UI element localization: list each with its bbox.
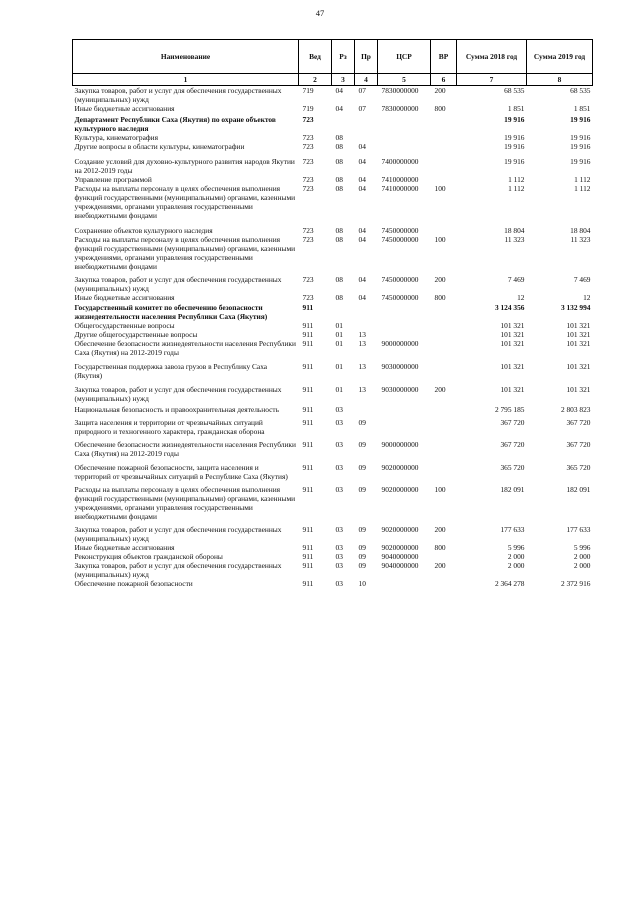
row-rz: 08: [335, 142, 343, 151]
row-sum-2018: 7 469: [507, 275, 525, 284]
header-rz: Рз: [332, 40, 355, 74]
row-vr: 200: [434, 525, 446, 534]
row-sum-2019: 2 372 916: [560, 579, 591, 588]
header-pr: Пр: [355, 40, 378, 74]
header-number: 3: [332, 74, 355, 86]
row-name: Другие общегосударственные вопросы: [74, 330, 198, 339]
row-rz: 08: [335, 235, 343, 244]
row-pr: 07: [355, 86, 378, 105]
table-row: [73, 561, 593, 579]
row-name: Расходы на выплаты персоналу в целях обеспечения выполнения функций государственными (муниципальными) органами, казенными учреждениями, органами управления государственными внебюджетными фондами: [74, 235, 296, 271]
row-sum-2019: 11 323: [570, 235, 591, 244]
row-vr: [431, 133, 457, 142]
row-ved: 911: [302, 543, 314, 552]
row-name: Обеспечение безопасности жизнедеятельности населения Республики Саха (Якутия) на 2012-2019 годы: [74, 440, 296, 458]
row-pr: 04: [358, 293, 366, 302]
table-row: [73, 339, 593, 362]
row-csr: 7410000000: [381, 175, 419, 184]
table-row: [73, 321, 593, 330]
row-ved: 723: [302, 293, 314, 302]
budget-table: [72, 39, 593, 588]
row-ved: 911: [302, 418, 314, 427]
row-pr: 09: [358, 418, 366, 427]
row-sum-2018: 101 321: [500, 385, 525, 394]
row-ved: 911: [302, 561, 314, 570]
row-csr: 7450000000: [381, 226, 419, 235]
row-csr: 9000000000: [381, 339, 419, 348]
row-sum-2018: 101 321: [500, 321, 525, 330]
row-name: Иные бюджетные ассигнования: [74, 543, 175, 552]
row-name: Иные бюджетные ассигнования: [74, 293, 175, 302]
header-row: [73, 40, 593, 74]
row-rz: 03: [335, 525, 343, 534]
row-name: Общегосударственные вопросы: [74, 321, 175, 330]
row-rz: 08: [335, 275, 343, 284]
row-ved: 723: [302, 175, 314, 184]
row-sum-2018: 365 720: [500, 463, 525, 472]
row-ved: 723: [302, 115, 314, 124]
header-number: 8: [527, 74, 593, 86]
row-name: Расходы на выплаты персоналу в целях обеспечения выполнения функций государственными (муниципальными) органами, казенными учреждениями, органами управления государственными внебюджетными фондами: [74, 485, 296, 521]
row-csr: [378, 405, 431, 418]
row-ved: 911: [302, 303, 314, 312]
row-vr: [431, 552, 457, 561]
row-sum-2019: 2 803 823: [560, 405, 591, 414]
row-name: Департамент Республики Саха (Якутия) по охране объектов культурного наследия: [74, 115, 276, 133]
row-rz: 04: [335, 104, 343, 113]
row-sum-2018: 2 364 278: [494, 579, 525, 588]
header-name: Наименование: [73, 40, 299, 74]
table-row: [73, 184, 593, 226]
row-pr: 04: [358, 235, 366, 244]
row-sum-2018: 367 720: [500, 418, 525, 427]
row-sum-2018: 1 112: [508, 184, 525, 193]
row-vr: [431, 175, 457, 184]
row-name: Защита населения и территории от чрезвычайных ситуаций природного и техногенного характера, гражданская оборона: [74, 418, 265, 436]
table-row: [73, 543, 593, 552]
header-number: 5: [378, 74, 431, 86]
row-sum-2018: 11 323: [504, 235, 525, 244]
row-pr: 09: [358, 552, 366, 561]
row-pr: [355, 303, 378, 321]
row-sum-2018: 182 091: [500, 485, 525, 494]
row-sum-2019: 101 321: [566, 339, 591, 348]
row-vr: [431, 226, 457, 235]
row-ved: 719: [299, 86, 332, 105]
row-name: Обеспечение безопасности жизнедеятельности населения Республики Саха (Якутия) на 2012-2019 годы: [74, 339, 296, 357]
row-csr: 9020000000: [381, 525, 419, 534]
row-sum-2019: 101 321: [566, 385, 591, 394]
row-vr: [431, 321, 457, 330]
row-sum-2018: 19 916: [504, 157, 525, 166]
row-sum-2018: 12: [517, 293, 525, 302]
table-row: [73, 157, 593, 175]
row-csr: [378, 115, 431, 133]
table-row: [73, 115, 593, 133]
row-vr: [431, 303, 457, 321]
row-rz: 08: [335, 175, 343, 184]
row-vr: 200: [434, 561, 446, 570]
header-number: 2: [299, 74, 332, 86]
table-row: [73, 86, 593, 105]
row-sum-2019: 1 112: [574, 175, 591, 184]
row-pr: 04: [358, 142, 366, 151]
row-sum-2018: 2 000: [507, 561, 525, 570]
row-vr: 200: [434, 385, 446, 394]
header-number: 7: [457, 74, 527, 86]
row-rz: 08: [335, 184, 343, 193]
header-vr: ВР: [431, 40, 457, 74]
row-rz: 04: [332, 86, 355, 105]
row-sum-2019: 12: [583, 293, 591, 302]
row-pr: 04: [358, 157, 366, 166]
row-rz: 03: [335, 552, 343, 561]
row-pr: [355, 115, 378, 133]
row-pr: 09: [358, 440, 366, 449]
row-sum-2019: 367 720: [566, 418, 591, 427]
header-number: 1: [73, 74, 299, 86]
row-vr: 100: [434, 235, 446, 244]
row-pr: 13: [358, 330, 366, 339]
row-ved: 723: [302, 235, 314, 244]
row-sum-2018: 5 996: [507, 543, 525, 552]
row-ved: 911: [302, 362, 314, 371]
table-row: [73, 330, 593, 339]
row-name: Сохранение объектов культурного наследия: [74, 226, 213, 235]
row-sum-2018: 367 720: [500, 440, 525, 449]
table-row: [73, 552, 593, 561]
row-ved: 911: [302, 579, 314, 588]
row-vr: [431, 418, 457, 440]
header-sum-2018: Сумма 2018 год: [457, 40, 527, 74]
row-ved: 911: [302, 339, 314, 348]
row-vr: [431, 330, 457, 339]
row-csr: 9000000000: [381, 440, 419, 449]
row-csr: 9030000000: [381, 385, 419, 394]
row-pr: 13: [358, 339, 366, 348]
table-row: [73, 293, 593, 303]
row-ved: 723: [302, 275, 314, 284]
row-csr: 7400000000: [381, 157, 419, 166]
row-rz: 03: [335, 463, 343, 472]
table-row: [73, 362, 593, 385]
row-sum-2019: 7 469: [573, 275, 591, 284]
row-sum-2019: 182 091: [566, 485, 591, 494]
row-ved: 911: [302, 485, 314, 494]
row-rz: 01: [335, 330, 343, 339]
row-ved: 911: [302, 552, 314, 561]
row-sum-2018: 19 916: [504, 142, 525, 151]
row-csr: 9020000000: [381, 485, 419, 494]
row-ved: 911: [302, 405, 314, 414]
table-row: [73, 303, 593, 321]
row-sum-2018: 3 124 356: [494, 303, 525, 312]
row-pr: 04: [358, 226, 366, 235]
table-row: [73, 405, 593, 418]
row-sum-2019: 19 916: [570, 157, 591, 166]
row-sum-2019: 367 720: [566, 440, 591, 449]
row-sum-2019: 2 000: [573, 552, 591, 561]
row-rz: 03: [335, 418, 343, 427]
row-rz: 08: [335, 226, 343, 235]
row-vr: [431, 440, 457, 463]
row-name: Управление программой: [74, 175, 152, 184]
row-name: Закупка товаров, работ и услуг для обеспечения государственных (муниципальных) нужд: [74, 275, 282, 293]
row-csr: [378, 133, 431, 142]
row-csr: [378, 142, 431, 157]
row-csr: 7450000000: [381, 275, 419, 284]
row-vr: 100: [434, 184, 446, 193]
table-row: [73, 463, 593, 485]
row-ved: 911: [302, 440, 314, 449]
table-row: [73, 385, 593, 405]
row-rz: 08: [335, 293, 343, 302]
row-sum-2018: 2 795 185: [494, 405, 525, 414]
header-csr: ЦСР: [378, 40, 431, 74]
row-sum-2019: 5 996: [573, 543, 591, 552]
row-name: Закупка товаров, работ и услуг для обеспечения государственных (муниципальных) нужд: [74, 561, 282, 579]
row-rz: 03: [335, 561, 343, 570]
row-name: Иные бюджетные ассигнования: [74, 104, 175, 113]
row-sum-2019: 1 112: [574, 184, 591, 193]
row-rz: 08: [335, 133, 343, 142]
row-vr: 100: [434, 485, 446, 494]
row-csr: 9040000000: [381, 561, 419, 570]
row-name: Культура, кинематография: [74, 133, 158, 142]
row-pr: [355, 133, 378, 142]
table-row: [73, 142, 593, 157]
row-sum-2018: 19 916: [504, 115, 525, 124]
row-pr: 04: [358, 175, 366, 184]
row-pr: 09: [358, 543, 366, 552]
row-csr: 7450000000: [381, 235, 419, 244]
row-name: Создание условий для духовно-культурного развития народов Якутии на 2012-2019 годы: [74, 157, 295, 175]
table-row: [73, 440, 593, 463]
row-sum-2019: 3 132 994: [560, 303, 591, 312]
row-name: Другие вопросы в области культуры, кинематографии: [74, 142, 245, 151]
row-name: Национальная безопасность и правоохранительная деятельность: [74, 405, 279, 414]
table-row: [73, 235, 593, 275]
header-number-row: [73, 74, 593, 86]
row-sum-2019: 18 804: [570, 226, 591, 235]
row-csr: 7830000000: [381, 104, 419, 113]
row-csr: 9020000000: [381, 543, 419, 552]
row-rz: 03: [335, 405, 343, 414]
row-csr: 7830000000: [378, 86, 431, 105]
row-csr: [378, 418, 431, 440]
row-name: Закупка товаров, работ и услуг для обеспечения государственных (муниципальных) нужд: [74, 525, 282, 543]
row-vr: [431, 339, 457, 362]
row-sum-2018: 2 000: [507, 552, 525, 561]
row-pr: 09: [358, 561, 366, 570]
row-sum-2018: 101 321: [500, 330, 525, 339]
row-rz: [332, 115, 355, 133]
row-pr: 09: [358, 525, 366, 534]
row-csr: [378, 330, 431, 339]
table-row: [73, 525, 593, 543]
row-vr: 200: [434, 275, 446, 284]
row-name: Государственный комитет по обеспечению безопасности жизнедеятельности населения Республики Саха (Якутия): [74, 303, 268, 321]
row-ved: 723: [302, 133, 314, 142]
row-sum-2019: 101 321: [566, 330, 591, 339]
row-vr: 200: [431, 86, 457, 105]
row-vr: [431, 115, 457, 133]
row-ved: 723: [302, 142, 314, 151]
row-vr: [431, 362, 457, 385]
row-ved: 723: [302, 184, 314, 193]
row-sum-2018: 68 535: [457, 86, 527, 105]
row-pr: 09: [358, 463, 366, 472]
row-csr: 9030000000: [381, 362, 419, 371]
row-rz: [332, 303, 355, 321]
row-ved: 911: [302, 385, 314, 394]
row-name: Обеспечение пожарной безопасности, защита населения и территорий от чрезвычайных ситуаций в Республике Саха (Якутия): [74, 463, 288, 481]
row-rz: 08: [335, 157, 343, 166]
row-sum-2019: 2 000: [573, 561, 591, 570]
row-sum-2019: 101 321: [566, 362, 591, 371]
row-pr: [355, 405, 378, 418]
row-csr: [378, 321, 431, 330]
row-name: Государственная поддержка завоза грузов в Республику Саха (Якутия): [74, 362, 268, 380]
row-name: Расходы на выплаты персоналу в целях обеспечения выполнения функций государственными (муниципальными) органами, казенными учреждениями, органами управления государственными внебюджетными фондами: [74, 184, 296, 220]
row-sum-2019: 177 633: [566, 525, 591, 534]
header-ved: Вед: [299, 40, 332, 74]
row-vr: [431, 142, 457, 157]
row-ved: 911: [302, 525, 314, 534]
row-ved: 911: [302, 321, 314, 330]
row-sum-2019: 19 916: [570, 142, 591, 151]
table-row: [73, 226, 593, 235]
row-csr: [378, 303, 431, 321]
row-vr: 800: [434, 293, 446, 302]
row-ved: 719: [302, 104, 314, 113]
row-csr: 9020000000: [381, 463, 419, 472]
row-name: Реконструкция объектов гражданской обороны: [74, 552, 223, 561]
table-body: [73, 86, 593, 589]
row-sum-2018: 1 851: [507, 104, 525, 113]
row-sum-2019: 19 916: [570, 115, 591, 124]
row-pr: 04: [358, 184, 366, 193]
row-sum-2019: 1 851: [573, 104, 591, 113]
row-pr: [355, 321, 378, 330]
row-vr: 800: [434, 543, 446, 552]
row-ved: 723: [302, 157, 314, 166]
row-rz: 01: [335, 385, 343, 394]
row-vr: [431, 405, 457, 418]
row-rz: 03: [335, 543, 343, 552]
row-ved: 911: [302, 463, 314, 472]
row-vr: 800: [434, 104, 446, 113]
table-row: [73, 485, 593, 525]
row-sum-2019: 365 720: [566, 463, 591, 472]
row-csr: [378, 579, 431, 588]
row-pr: 10: [358, 579, 366, 588]
row-name: Закупка товаров, работ и услуг для обеспечения государственных (муниципальных) нужд: [74, 385, 282, 403]
table-row: [73, 175, 593, 184]
page-number: 47: [315, 8, 325, 18]
row-sum-2019: 19 916: [570, 133, 591, 142]
row-ved: 723: [302, 226, 314, 235]
row-name: Обеспечение пожарной безопасности: [74, 579, 193, 588]
row-sum-2018: 101 321: [500, 362, 525, 371]
row-rz: 03: [335, 579, 343, 588]
header-sum-2019: Сумма 2019 год: [527, 40, 593, 74]
header-number: 4: [355, 74, 378, 86]
row-sum-2018: 1 112: [508, 175, 525, 184]
table-row: [73, 275, 593, 293]
table-row: [73, 104, 593, 115]
row-csr: 7410000000: [381, 184, 419, 193]
row-sum-2019: 101 321: [566, 321, 591, 330]
row-csr: 7450000000: [381, 293, 419, 302]
row-sum-2018: 177 633: [500, 525, 525, 534]
header-number: 6: [431, 74, 457, 86]
row-name: Закупка товаров, работ и услуг для обеспечения государственных (муниципальных) нужд: [73, 86, 299, 105]
row-vr: [431, 463, 457, 485]
row-sum-2018: 19 916: [504, 133, 525, 142]
row-vr: [431, 579, 457, 588]
row-rz: 03: [335, 440, 343, 449]
row-csr: 9040000000: [381, 552, 419, 561]
row-rz: 03: [335, 485, 343, 494]
row-sum-2018: 101 321: [500, 339, 525, 348]
row-pr: 07: [358, 104, 366, 113]
row-rz: 01: [335, 339, 343, 348]
row-rz: 01: [335, 362, 343, 371]
row-sum-2018: 18 804: [504, 226, 525, 235]
row-pr: 04: [358, 275, 366, 284]
row-rz: 01: [335, 321, 343, 330]
row-pr: 13: [358, 362, 366, 371]
row-pr: 13: [358, 385, 366, 394]
row-ved: 911: [302, 330, 314, 339]
row-vr: [431, 157, 457, 175]
row-sum-2019: 68 535: [527, 86, 593, 105]
table-row: [73, 418, 593, 440]
table-row: [73, 133, 593, 142]
row-pr: 09: [358, 485, 366, 494]
table-row: [73, 579, 593, 588]
